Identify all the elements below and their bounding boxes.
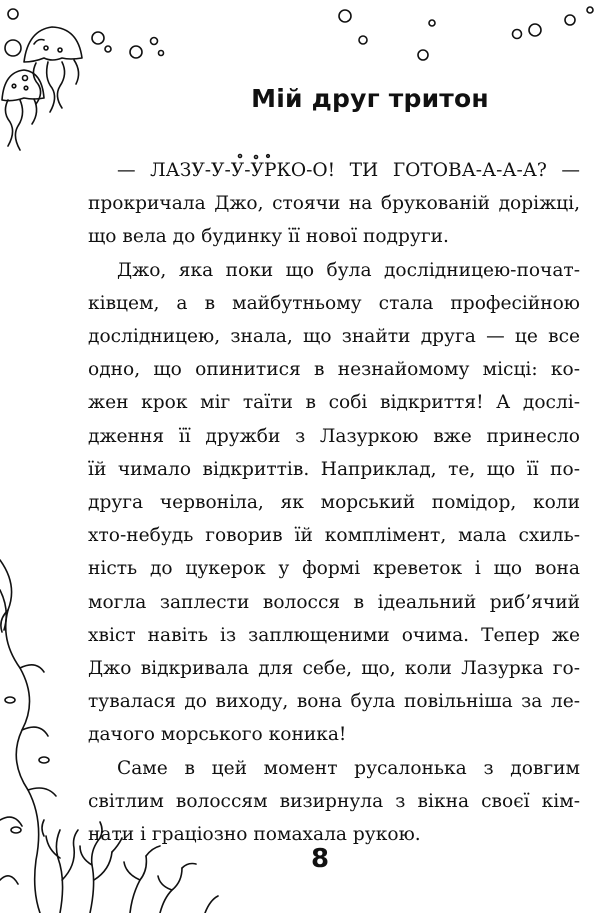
page-number: 8: [310, 844, 330, 874]
body-text: [88, 154, 580, 851]
text-line: — ЛАЗУ-У-У-УРКО-О! ТИ ГОТОВА-А-А-А? —: [117, 160, 580, 181]
text-line: нати і граціозно помахала рукою.: [88, 824, 421, 846]
text-line: ківцем, а в майбутньому стала професійною: [88, 292, 580, 314]
paragraph: [88, 752, 580, 852]
jellyfish-icon: [2, 70, 44, 150]
text-line: що вела до будинку її нової подруги.: [88, 226, 449, 248]
text-line: ність до цукерок у формі креветок і що вона: [88, 558, 580, 580]
paragraph: [88, 154, 580, 254]
text-line: Саме в цей момент русалонька з довгим: [117, 757, 580, 779]
text-line: Джо, яка поки що була дослідницею-почат-: [117, 259, 580, 281]
text-line: прокричала Джо, стоячи на брукованій доріжці,: [88, 193, 580, 215]
text-line: жен крок міг таїти в собі відкриття! А дослі-: [88, 392, 580, 414]
text-line: друга червоніла, як морський помідор, коли: [88, 492, 580, 514]
text-line: Джо відкривала для себе, що, коли Лазурка го-: [88, 658, 580, 680]
text-line: хто-небудь говорив їй комплімент, мала схиль-: [88, 525, 580, 547]
paragraph: [88, 254, 580, 752]
text-line: їй чимало відкриттів. Наприклад, те, що її по-: [88, 458, 580, 480]
text-line: дачого морського коника!: [88, 724, 347, 746]
jellyfish-icon: [24, 27, 82, 112]
seaweed-icon: [0, 560, 56, 913]
text-line: дження її дружби з Лазуркою вже принесло: [88, 425, 580, 447]
chapter-title: Мій друг тритон: [251, 84, 489, 113]
text-line: одно, що опинитися в незнайомому місці: ко-: [88, 359, 580, 381]
text-line: могла заплести волосся в ідеальний риб’ячий: [88, 591, 580, 613]
text-line: дослідницею, знала, що знайти друга — це все: [88, 326, 580, 348]
text-line: хвіст навіть із заплющеними очима. Тепер же: [88, 624, 580, 646]
bubbles-top: [5, 7, 593, 81]
text-line: тувалася до виходу, вона була повільніша за ле-: [88, 691, 580, 713]
text-line: світлим волоссям визирнула з вікна своєї кім-: [88, 790, 580, 812]
